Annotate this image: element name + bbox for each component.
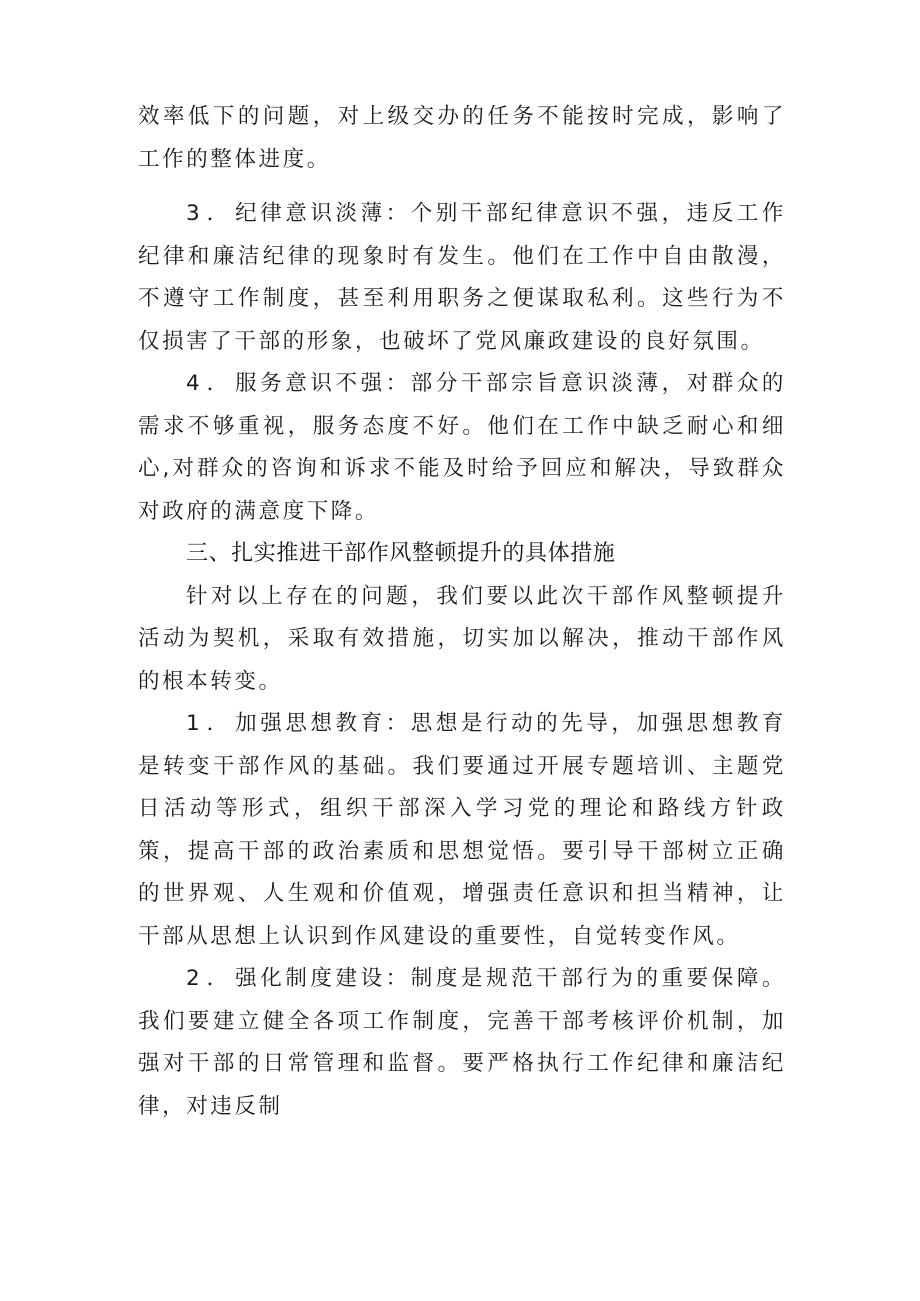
item-number: 2． [186,966,236,991]
document-body [138,96,786,1128]
paragraph-item-4 [138,363,786,533]
paragraph-intro [138,576,786,704]
paragraph-text: 针对以上存在的问题，我们要以此次干部作风整顿提升活动为契机，采取有效措施，切实加以解决，推动干部作风的根本转变。 [138,583,786,694]
paragraph-text: 纪律意识淡薄：个别干部纪律意识不强，违反工作纪律和廉洁纪律的现象时有发生。他们在工作中自由散漫，不遵守工作制度，甚至利用职务之便谋取私利。这些行为不仅损害了干部的形象，也破坏了党风廉政建设的良好氛围。 [138,201,787,354]
item-number: 4． [186,371,236,396]
item-number: 1． [186,711,236,736]
paragraph-text: 效率低下的问题，对上级交办的任务不能按时完成，影响了工作的整体进度。 [138,104,786,172]
section-heading: 三、扎实推进干部作风整顿提升的具体措施 [186,541,616,566]
paragraph-item-2 [138,958,786,1128]
paragraph-text: 强化制度建设：制度是规范干部行为的重要保障。我们要建立健全各项工作制度，完善干部考核评价机制，加强对干部的日常管理和监督。要严格执行工作纪律和廉洁纪律，对违反制 [138,966,787,1119]
paragraph-continued [138,96,786,181]
item-number: 3． [186,201,236,226]
paragraph-item-3 [138,193,786,363]
paragraph-text: 加强思想教育：思想是行动的先导，加强思想教育是转变干部作风的基础。我们要通过开展专题培训、主题党日活动等形式，组织干部深入学习党的理论和路线方针政策，提高干部的政治素质和思想觉悟。要引导干部树立正确的世界观、人生观和价值观，增强责任意识和担当精神，让干部从思想上认识到作风建设的重要性，自觉转变作风。 [138,711,787,949]
paragraph-text: 服务意识不强：部分干部宗旨意识淡薄，对群众的需求不够重视，服务态度不好。他们在工作中缺乏耐心和细心,对群众的咨询和诉求不能及时给予回应和解决，导致群众对政府的满意度下降。 [138,371,787,524]
paragraph-item-1 [138,703,786,958]
